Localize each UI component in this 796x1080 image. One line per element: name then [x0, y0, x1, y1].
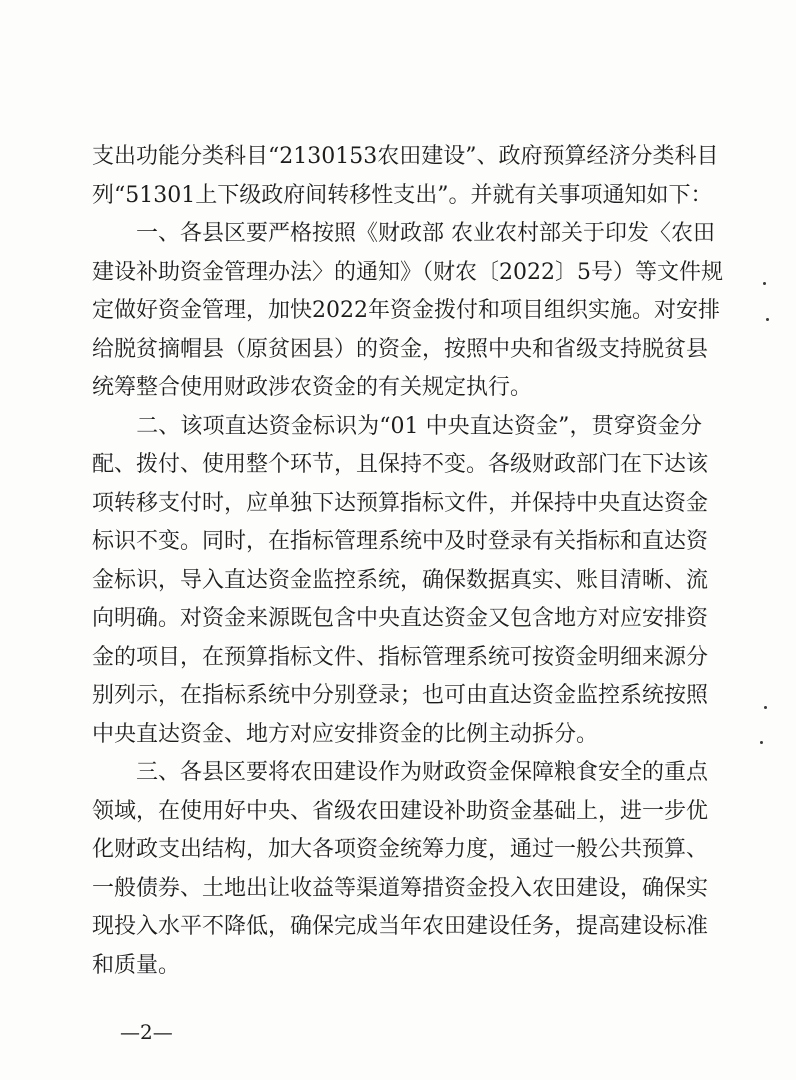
text-line: 一、各县区要严格按照《财政部 农业农村部关于印发〈农田 [92, 221, 715, 246]
page-number: —2— [120, 1020, 173, 1044]
text-line: 给脱贫摘帽县（原贫困县）的资金，按照中央和省级支持脱贫县 [92, 336, 709, 362]
text-line: 化财政支出结构，加大各项资金统筹力度，通过一般公共预算、 [92, 837, 709, 862]
text-line: 建设补助资金管理办法〉的通知》（财农〔2022〕5号）等文件规 [92, 259, 723, 285]
text-line: 向明确。对资金来源既包含中央直达资金又包含地方对应安排资 [92, 606, 709, 631]
scan-speck [764, 706, 767, 709]
text-line: 别列示，在指标系统中分别登录；也可由直达资金监控系统按照 [92, 683, 709, 708]
scan-speck [766, 318, 769, 321]
scan-speck [760, 741, 763, 744]
document-body [92, 138, 723, 985]
text-line: 项转移支付时，应单独下达预算指标文件，并保持中央直达资金 [92, 490, 709, 516]
text-line: 一般债券、土地出让收益等渠道筹措资金投入农田建设，确保实 [92, 875, 709, 901]
text-line: 标识不变。同时，在指标管理系统中及时登录有关指标和直达资 [92, 529, 709, 554]
text-line: 金的项目，在预算指标文件、指标管理系统可按资金明细来源分 [92, 644, 709, 670]
text-line: 支出功能分类科目“2130153农田建设”、政府预算经济分类科目 [92, 144, 719, 169]
scan-speck [763, 282, 766, 285]
text-line: 中央直达资金、地方对应安排资金的比例主动拆分。 [92, 721, 599, 747]
text-line: 统筹整合使用财政涉农资金的有关规定执行。 [92, 375, 533, 400]
text-line: 二、该项直达资金标识为“01 中央直达资金”，贯穿资金分 [92, 413, 702, 439]
text-line: 定做好资金管理，加快2022年资金拨付和项目组织实施。对安排 [92, 298, 720, 323]
text-line: 三、各县区要将农田建设作为财政资金保障粮食安全的重点 [92, 760, 709, 785]
text-line: 和质量。 [92, 952, 181, 978]
text-line: 配、拨付、使用整个环节，且保持不变。各级财政部门在下达该 [92, 452, 709, 477]
text-line: 领域，在使用好中央、省级农田建设补助资金基础上，进一步优 [92, 798, 709, 824]
text-line: 列“51301上下级政府间转移性支出”。并就有关事项通知如下： [92, 182, 713, 208]
text-line: 金标识，导入直达资金监控系统，确保数据真实、账目清晰、流 [92, 567, 709, 593]
text-line: 现投入水平不降低，确保完成当年农田建设任务，提高建设标准 [92, 914, 709, 939]
